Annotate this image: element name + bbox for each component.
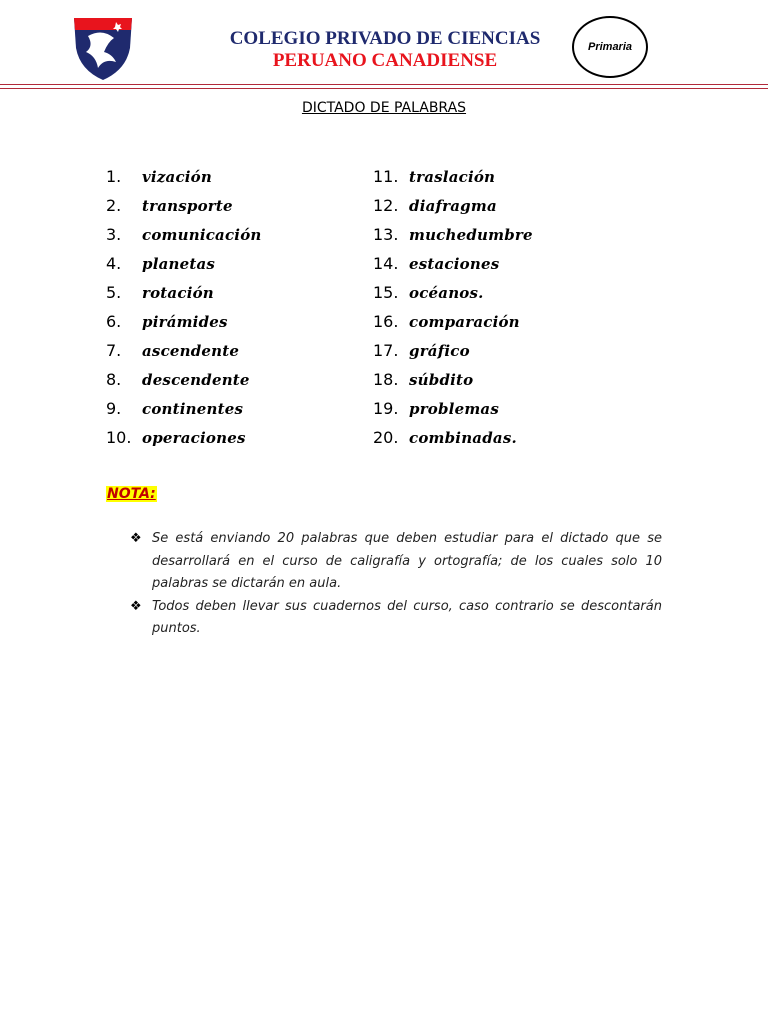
nota-label: NOTA: [107,486,156,502]
word-list-right [373,162,533,452]
item-number: 8. [106,370,122,389]
item-number: 14. [373,254,399,273]
list-item [106,365,262,394]
list-item [106,278,262,307]
item-word: comunicación [142,225,262,244]
note-text: Todos deben llevar sus cuadernos del curso, caso contrario se descontarán puntos. [152,598,662,636]
header-divider-thin [0,88,768,89]
list-item [373,191,533,220]
list-item [373,307,533,336]
item-word: problemas [409,399,499,418]
item-number: 3. [106,225,122,244]
level-badge [572,16,648,78]
item-number: 5. [106,283,122,302]
item-number: 19. [373,399,399,418]
item-word: continentes [142,399,244,418]
diamond-bullet-icon: ❖ [130,598,142,614]
list-item [373,278,533,307]
item-word: operaciones [142,428,246,447]
list-item [106,220,262,249]
school-name-line2: PERUANO CANADIENSE [272,50,498,71]
school-name-line1: COLEGIO PRIVADO DE CIENCIAS [229,28,541,49]
item-word: transporte [142,196,233,215]
list-item [373,249,533,278]
eagle-shield-icon [68,12,138,82]
item-word: descendente [142,370,250,389]
item-word: planetas [142,254,216,273]
list-item [106,394,262,423]
item-number: 12. [373,196,399,215]
diamond-bullet-icon: ❖ [130,531,142,546]
word-list-left [106,162,262,452]
item-number: 10. [106,428,132,447]
item-word: vización [142,167,212,186]
level-badge-label: Primaria [587,41,633,53]
note-item [130,596,662,641]
school-name [185,28,585,72]
list-item [373,423,533,452]
list-item [106,307,262,336]
item-number: 9. [106,399,122,418]
item-word: gráfico [409,341,470,360]
item-number: 16. [373,312,399,331]
item-word: combinadas. [409,428,517,447]
notes-list [130,528,662,641]
header-divider [0,84,768,85]
item-number: 13. [373,225,399,244]
list-item [106,249,262,278]
item-number: 6. [106,312,122,331]
list-item [373,394,533,423]
list-item [106,423,262,452]
item-word: océanos. [409,283,484,302]
list-item [373,162,533,191]
item-word: diafragma [409,196,497,215]
item-word: estaciones [409,254,500,273]
item-number: 2. [106,196,122,215]
item-word: ascendente [142,341,240,360]
list-item [373,336,533,365]
item-number: 17. [373,341,399,360]
item-number: 18. [373,370,399,389]
document-title: DICTADO DE PALABRAS [301,100,467,116]
note-text: Se está enviando 20 palabras que deben estudiar para el dictado que se desarrollará en el curso de caligrafía y ortografía; de los cuales solo 10 palabras se dictarán en aula. [152,531,662,591]
list-item [373,365,533,394]
list-item [106,336,262,365]
item-word: rotación [142,283,214,302]
item-number: 1. [106,167,122,186]
note-item [130,528,662,596]
item-number: 4. [106,254,122,273]
item-word: comparación [409,312,520,331]
item-word: traslación [409,167,496,186]
item-number: 7. [106,341,122,360]
list-item [373,220,533,249]
item-word: pirámides [142,312,228,331]
item-number: 15. [373,283,399,302]
item-word: súbdito [409,370,474,389]
list-item [106,162,262,191]
item-word: muchedumbre [409,225,533,244]
item-number: 11. [373,167,399,186]
document-header [0,0,768,92]
item-number: 20. [373,428,399,447]
list-item [106,191,262,220]
